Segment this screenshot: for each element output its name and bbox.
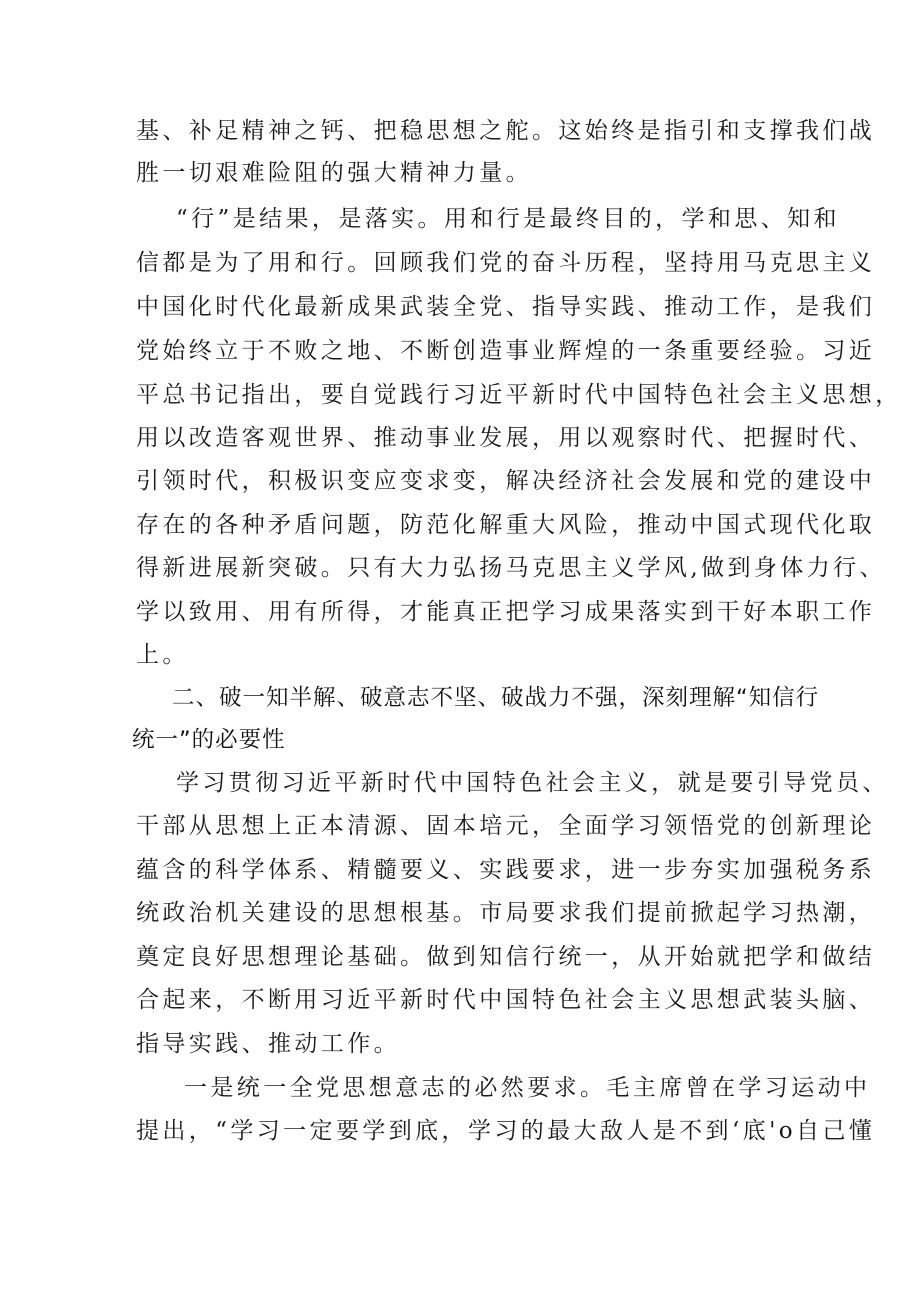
text-line: 学习贯彻习近平新时代中国特色社会主义，就是要引导党员、 bbox=[176, 770, 889, 796]
text-line: 蕴含的科学体系、精髓要义、实践要求，进一步夯实加强税务系 bbox=[136, 857, 876, 883]
text-line: 上。 bbox=[136, 642, 189, 668]
text-line: 中国化时代化最新成果武装全党、指导实践、推动工作，是我们 bbox=[136, 294, 876, 320]
text-line: 奠定良好思想理论基础。做到知信行统一，从开始就把学和做结 bbox=[136, 944, 876, 970]
text-line: 干部从思想上正本清源、固本培元，全面学习领悟党的创新理论 bbox=[136, 813, 876, 839]
text-line: 信都是为了用和行。回顾我们党的奋斗历程，坚持用马克思主义 bbox=[136, 250, 876, 276]
text-line: 基、补足精神之钙、把稳思想之舵。这始终是指引和支撑我们战 bbox=[136, 118, 876, 144]
text-line: 平总书记指出，要自觉践行习近平新时代中国特色社会主义思想， bbox=[136, 382, 902, 408]
text-line: 存在的各种矛盾问题，防范化解重大风险，推动中国式现代化取 bbox=[136, 512, 876, 538]
heading-line: 二、破一知半解、破意志不坚、破战力不强，深刻理解“知信行 bbox=[172, 685, 820, 711]
text-line: “行”是结果，是落实。用和行是最终目的，学和思、知和 bbox=[176, 206, 840, 232]
text-line: 学以致用、用有所得，才能真正把学习成果落实到干好本职工作 bbox=[136, 599, 876, 625]
text-line: 用以改造客观世界、推动事业发展，用以观察时代、把握时代、 bbox=[136, 425, 876, 451]
text-line: 一是统一全党思想意志的必然要求。毛主席曾在学习运动中 bbox=[184, 1075, 871, 1101]
text-line: 得新进展新突破。只有大力弘扬马克思主义学风,做到身体力行、 bbox=[136, 555, 886, 581]
text-line: 指导实践、推动工作。 bbox=[136, 1031, 400, 1057]
text-line: 统政治机关建设的思想根基。市局要求我们提前掀起学习热潮， bbox=[136, 900, 876, 926]
heading-line: 统一”的必要性 bbox=[132, 727, 286, 753]
text-line: 合起来，不断用习近平新时代中国特色社会主义思想武装头脑、 bbox=[136, 987, 876, 1013]
text-line: 提出，“学习一定要学到底，学习的最大敌人是不到‘底'o自己懂 bbox=[136, 1118, 876, 1144]
text-line: 引领时代，积极识变应变求变，解决经济社会发展和党的建设中 bbox=[136, 468, 876, 494]
text-line: 党始终立于不败之地、不断创造事业辉煌的一条重要经验。习近 bbox=[136, 338, 876, 364]
text-line: 胜一切艰难险阻的强大精神力量。 bbox=[136, 160, 532, 186]
